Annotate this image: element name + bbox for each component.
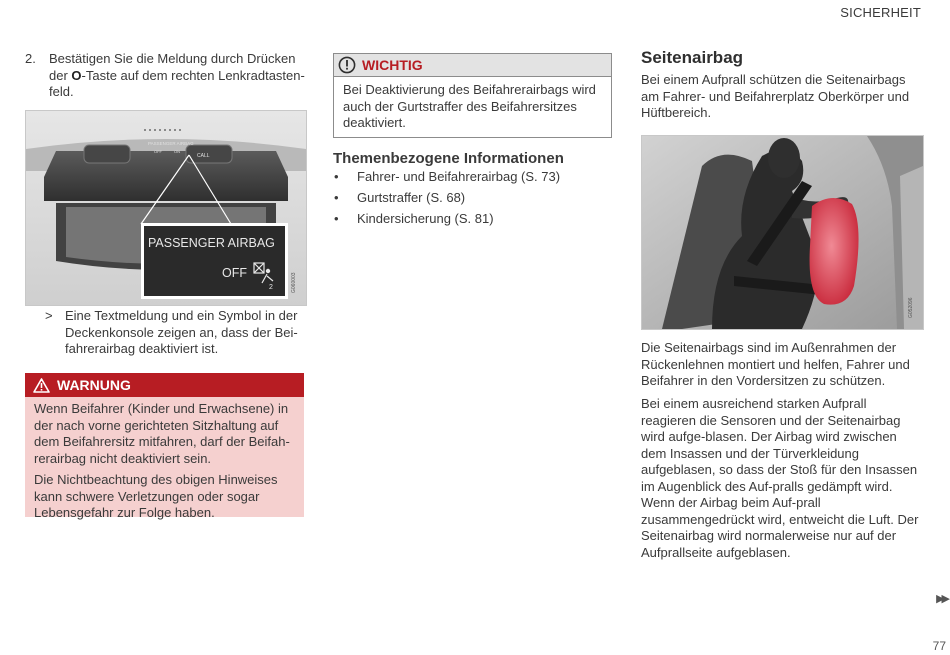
figure-roof-console bbox=[25, 110, 307, 306]
step-2 bbox=[25, 51, 305, 101]
page-header-title: SICHERHEIT bbox=[840, 5, 921, 20]
console-body bbox=[44, 151, 288, 201]
section-title-side-airbag: Seitenairbag bbox=[641, 48, 744, 67]
result-text: Eine Textmeldung und ein Symbol in der Deckenkonsole zeigen an, dass der Bei-fahrerairbag deaktiviert ist. bbox=[65, 308, 298, 356]
console-button-call-label: CALL bbox=[197, 153, 210, 159]
step-text-after: -Taste auf dem rechten Lenkradtasten-feld. bbox=[49, 67, 305, 99]
warning-box bbox=[25, 373, 304, 520]
related-info-title: Themenbezogene Informationen bbox=[333, 150, 564, 167]
important-header bbox=[334, 54, 611, 77]
page-number: 77 bbox=[932, 639, 946, 653]
step-text-before: Bestätigen Sie die Meldung durch Drücken der bbox=[49, 51, 296, 83]
step-text bbox=[49, 51, 305, 101]
important-title: WICHTIG bbox=[362, 56, 423, 73]
console-button-on-label: ON bbox=[174, 149, 180, 154]
figure-side-airbag bbox=[641, 135, 924, 330]
side-airbag-illustration bbox=[642, 136, 923, 329]
step-key: O bbox=[71, 67, 82, 83]
console-button-sos bbox=[84, 145, 130, 163]
warning-paragraph-1: Wenn Beifahrer (Kinder und Erwachsene) in der nach vorne gerichteten Sitzhaltung auf dem Beifahrersitz mitfahren, darf der Beifah-rerairbag nicht deaktiviert sein. bbox=[34, 401, 290, 466]
bullet-icon: • bbox=[334, 211, 339, 226]
side-airbag-intro: Bei einem Aufprall schützen die Seitenairbags am Fahrer- und Beifahrerplatz Oberkörper und Hüftbereich. bbox=[641, 72, 910, 120]
figure-code: G052096 bbox=[908, 297, 914, 318]
warning-paragraph-2: Die Nichtbeachtung des obigen Hinweises kann schwere Verletzungen oder sogar Lebensgefahr zur Folge haben. bbox=[34, 472, 278, 520]
display-text-off: OFF bbox=[222, 266, 247, 280]
important-text: Bei Deaktivierung des Beifahrerairbags wird auch der Gurtstraffer des Beifahrersitzes deaktiviert. bbox=[343, 82, 596, 130]
result-marker: > bbox=[45, 308, 53, 323]
console-label: PASSENGER AIRBAG bbox=[148, 141, 194, 146]
related-link-child-safety[interactable]: • Kindersicherung (S. 81) bbox=[334, 211, 494, 226]
bullet-icon: • bbox=[334, 190, 339, 205]
important-box bbox=[333, 53, 612, 138]
side-airbag-paragraph-2: Bei einem ausreichend starken Aufprall reagieren die Sensoren und der Seitenairbag wird aufge-blasen. Der Airbag wird zwischen dem Insassen und der Türverkleidung aufgeblasen, so dass der Stoß für den Insassen im Augenblick des Auf-pralls gedämpft wird. Wenn der Airbag beim Auf-prall zusammengedrückt wird, entweicht die Luft. Der Seitenairbag wird normalerweise nur auf der Aufprallseite aufgeblasen. bbox=[641, 396, 919, 560]
figure-code: G060003 bbox=[291, 272, 297, 293]
svg-text:2: 2 bbox=[269, 284, 273, 291]
side-airbag-shape bbox=[810, 198, 859, 305]
bullet-icon: • bbox=[334, 169, 339, 184]
warning-title: WARNUNG bbox=[57, 377, 131, 393]
next-page-icon[interactable]: ▶▶ bbox=[936, 593, 947, 605]
result-note bbox=[45, 308, 303, 358]
console-button-off-label: OFF bbox=[154, 149, 162, 154]
warning-triangle-icon bbox=[33, 378, 50, 393]
side-airbag-paragraph-1: Die Seitenairbags sind im Außenrahmen der Rückenlehnen montiert und helfen, Fahrer und Beifahrer in den Vordersitzen zu schützen. bbox=[641, 340, 910, 388]
roof-console-illustration bbox=[26, 111, 306, 305]
related-info-list bbox=[333, 169, 560, 232]
related-link-belt-tensioner[interactable]: • Gurtstraffer (S. 68) bbox=[334, 190, 466, 205]
related-link-airbag[interactable]: • Fahrer- und Beifahrerairbag (S. 73) bbox=[334, 169, 561, 184]
display-text-passenger-airbag: PASSENGER AIRBAG bbox=[148, 236, 275, 250]
warning-header bbox=[25, 373, 304, 397]
exclamation-circle-icon bbox=[338, 56, 356, 74]
step-number: 2. bbox=[25, 51, 36, 66]
